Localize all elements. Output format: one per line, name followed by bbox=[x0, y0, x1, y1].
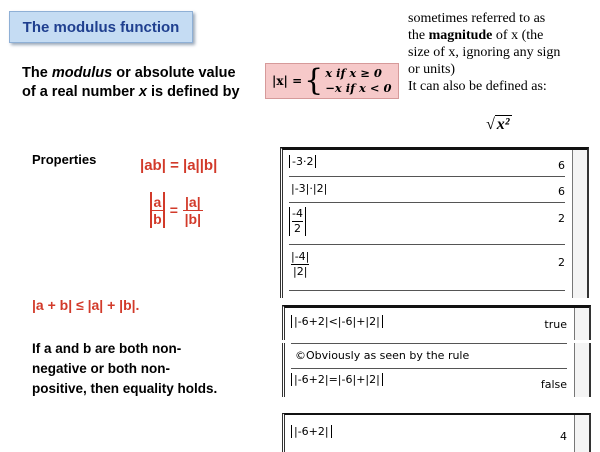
calc-fraction bbox=[289, 250, 311, 279]
calculator-panel-2 bbox=[282, 305, 591, 340]
calc-result: 2 bbox=[558, 212, 565, 225]
calc-row[interactable] bbox=[291, 370, 567, 394]
calc-result: 6 bbox=[558, 185, 565, 198]
calculator-panel-4 bbox=[282, 413, 591, 452]
calc-num: -4 bbox=[292, 207, 303, 220]
calc-comment-row[interactable] bbox=[291, 343, 567, 369]
quotient-rhs bbox=[183, 194, 203, 227]
definition-lhs: |x| = bbox=[272, 74, 303, 88]
side-note-magnitude: magnitude bbox=[428, 28, 493, 43]
case-2: −x if x < 0 bbox=[325, 81, 392, 95]
lhs-num: a bbox=[153, 193, 162, 210]
sqrt-expression bbox=[486, 116, 512, 134]
scrollbar[interactable] bbox=[572, 150, 587, 298]
side-note-l2c: of x (the bbox=[492, 28, 544, 43]
calc-result: true bbox=[544, 318, 567, 331]
calc-row[interactable] bbox=[289, 178, 565, 203]
intro-var: x bbox=[138, 84, 147, 100]
calc-expression: |-6+2|=|-6|+|2| bbox=[291, 373, 383, 386]
quotient-lhs bbox=[152, 194, 164, 227]
calculator-panel-3 bbox=[282, 343, 591, 397]
scrollbar[interactable] bbox=[574, 308, 589, 340]
equality-l1: If a and b are both non- bbox=[32, 341, 182, 356]
calc-row[interactable] bbox=[289, 152, 565, 177]
sqrt-icon: √ bbox=[486, 116, 495, 133]
side-note-l5: It can also be defined as: bbox=[408, 79, 547, 94]
calc-num: |-4| bbox=[291, 250, 310, 263]
property-product: |ab| = |a||b| bbox=[140, 157, 218, 174]
calc-result: false bbox=[540, 378, 567, 391]
triangle-inequality: |a + b| ≤ |a| + |b|. bbox=[32, 297, 140, 313]
side-note-l2a: the bbox=[408, 28, 429, 43]
side-note-l4: or units) bbox=[408, 62, 456, 77]
side-note bbox=[408, 10, 598, 95]
intro-l2b: is defined by bbox=[146, 84, 240, 100]
intro-emphasis: modulus bbox=[51, 65, 113, 81]
equality-l3: positive, then equality holds. bbox=[32, 381, 218, 396]
abs-bar bbox=[163, 192, 165, 228]
scrollbar[interactable] bbox=[574, 343, 589, 397]
intro-text bbox=[22, 64, 240, 102]
calc-expression: |-6+2|<|-6|+|2| bbox=[291, 315, 383, 328]
calc-den: |2| bbox=[292, 265, 308, 278]
equality-l2: negative or both non- bbox=[32, 361, 170, 376]
calc-result: 2 bbox=[558, 256, 565, 269]
intro-l2a: of a real number bbox=[22, 84, 139, 100]
calc-result: 4 bbox=[560, 430, 567, 443]
calc-row[interactable] bbox=[289, 204, 565, 245]
rhs-num: |a| bbox=[184, 193, 201, 210]
calc-expression: |-3|·|2| bbox=[291, 182, 328, 195]
intro-l1a: The bbox=[22, 65, 52, 81]
title-box bbox=[9, 11, 193, 43]
lhs-den: b bbox=[153, 210, 162, 227]
equals-sign: = bbox=[169, 202, 178, 218]
properties-heading: Properties bbox=[32, 152, 97, 167]
side-note-l3: size of x, ignoring any sign bbox=[408, 45, 561, 60]
title: The modulus function bbox=[22, 18, 180, 36]
calc-den: 2 bbox=[293, 222, 301, 235]
case-1: x if x ≥ 0 bbox=[325, 66, 382, 80]
property-quotient bbox=[150, 192, 203, 228]
definition-box bbox=[265, 63, 399, 99]
calc-row[interactable] bbox=[291, 312, 567, 334]
calc-comment: ©Obviously as seen by the rule bbox=[295, 349, 470, 362]
scrollbar[interactable] bbox=[574, 415, 589, 452]
brace-icon: { bbox=[304, 63, 324, 98]
sqrt-body: x² bbox=[496, 116, 510, 133]
calc-row[interactable] bbox=[289, 246, 565, 291]
equality-note bbox=[32, 339, 217, 399]
calc-row[interactable] bbox=[291, 421, 567, 445]
side-note-l1: sometimes referred to as bbox=[408, 11, 546, 26]
calc-result: 6 bbox=[558, 159, 565, 172]
rhs-den: |b| bbox=[184, 210, 201, 227]
calc-fraction bbox=[289, 207, 306, 236]
intro-l1b: or absolute value bbox=[112, 65, 236, 81]
definition-cases bbox=[325, 66, 391, 96]
calc-expression: |-6+2| bbox=[291, 425, 332, 438]
calc-expression: -3·2 bbox=[289, 155, 316, 168]
calculator-panel-main bbox=[280, 147, 589, 298]
